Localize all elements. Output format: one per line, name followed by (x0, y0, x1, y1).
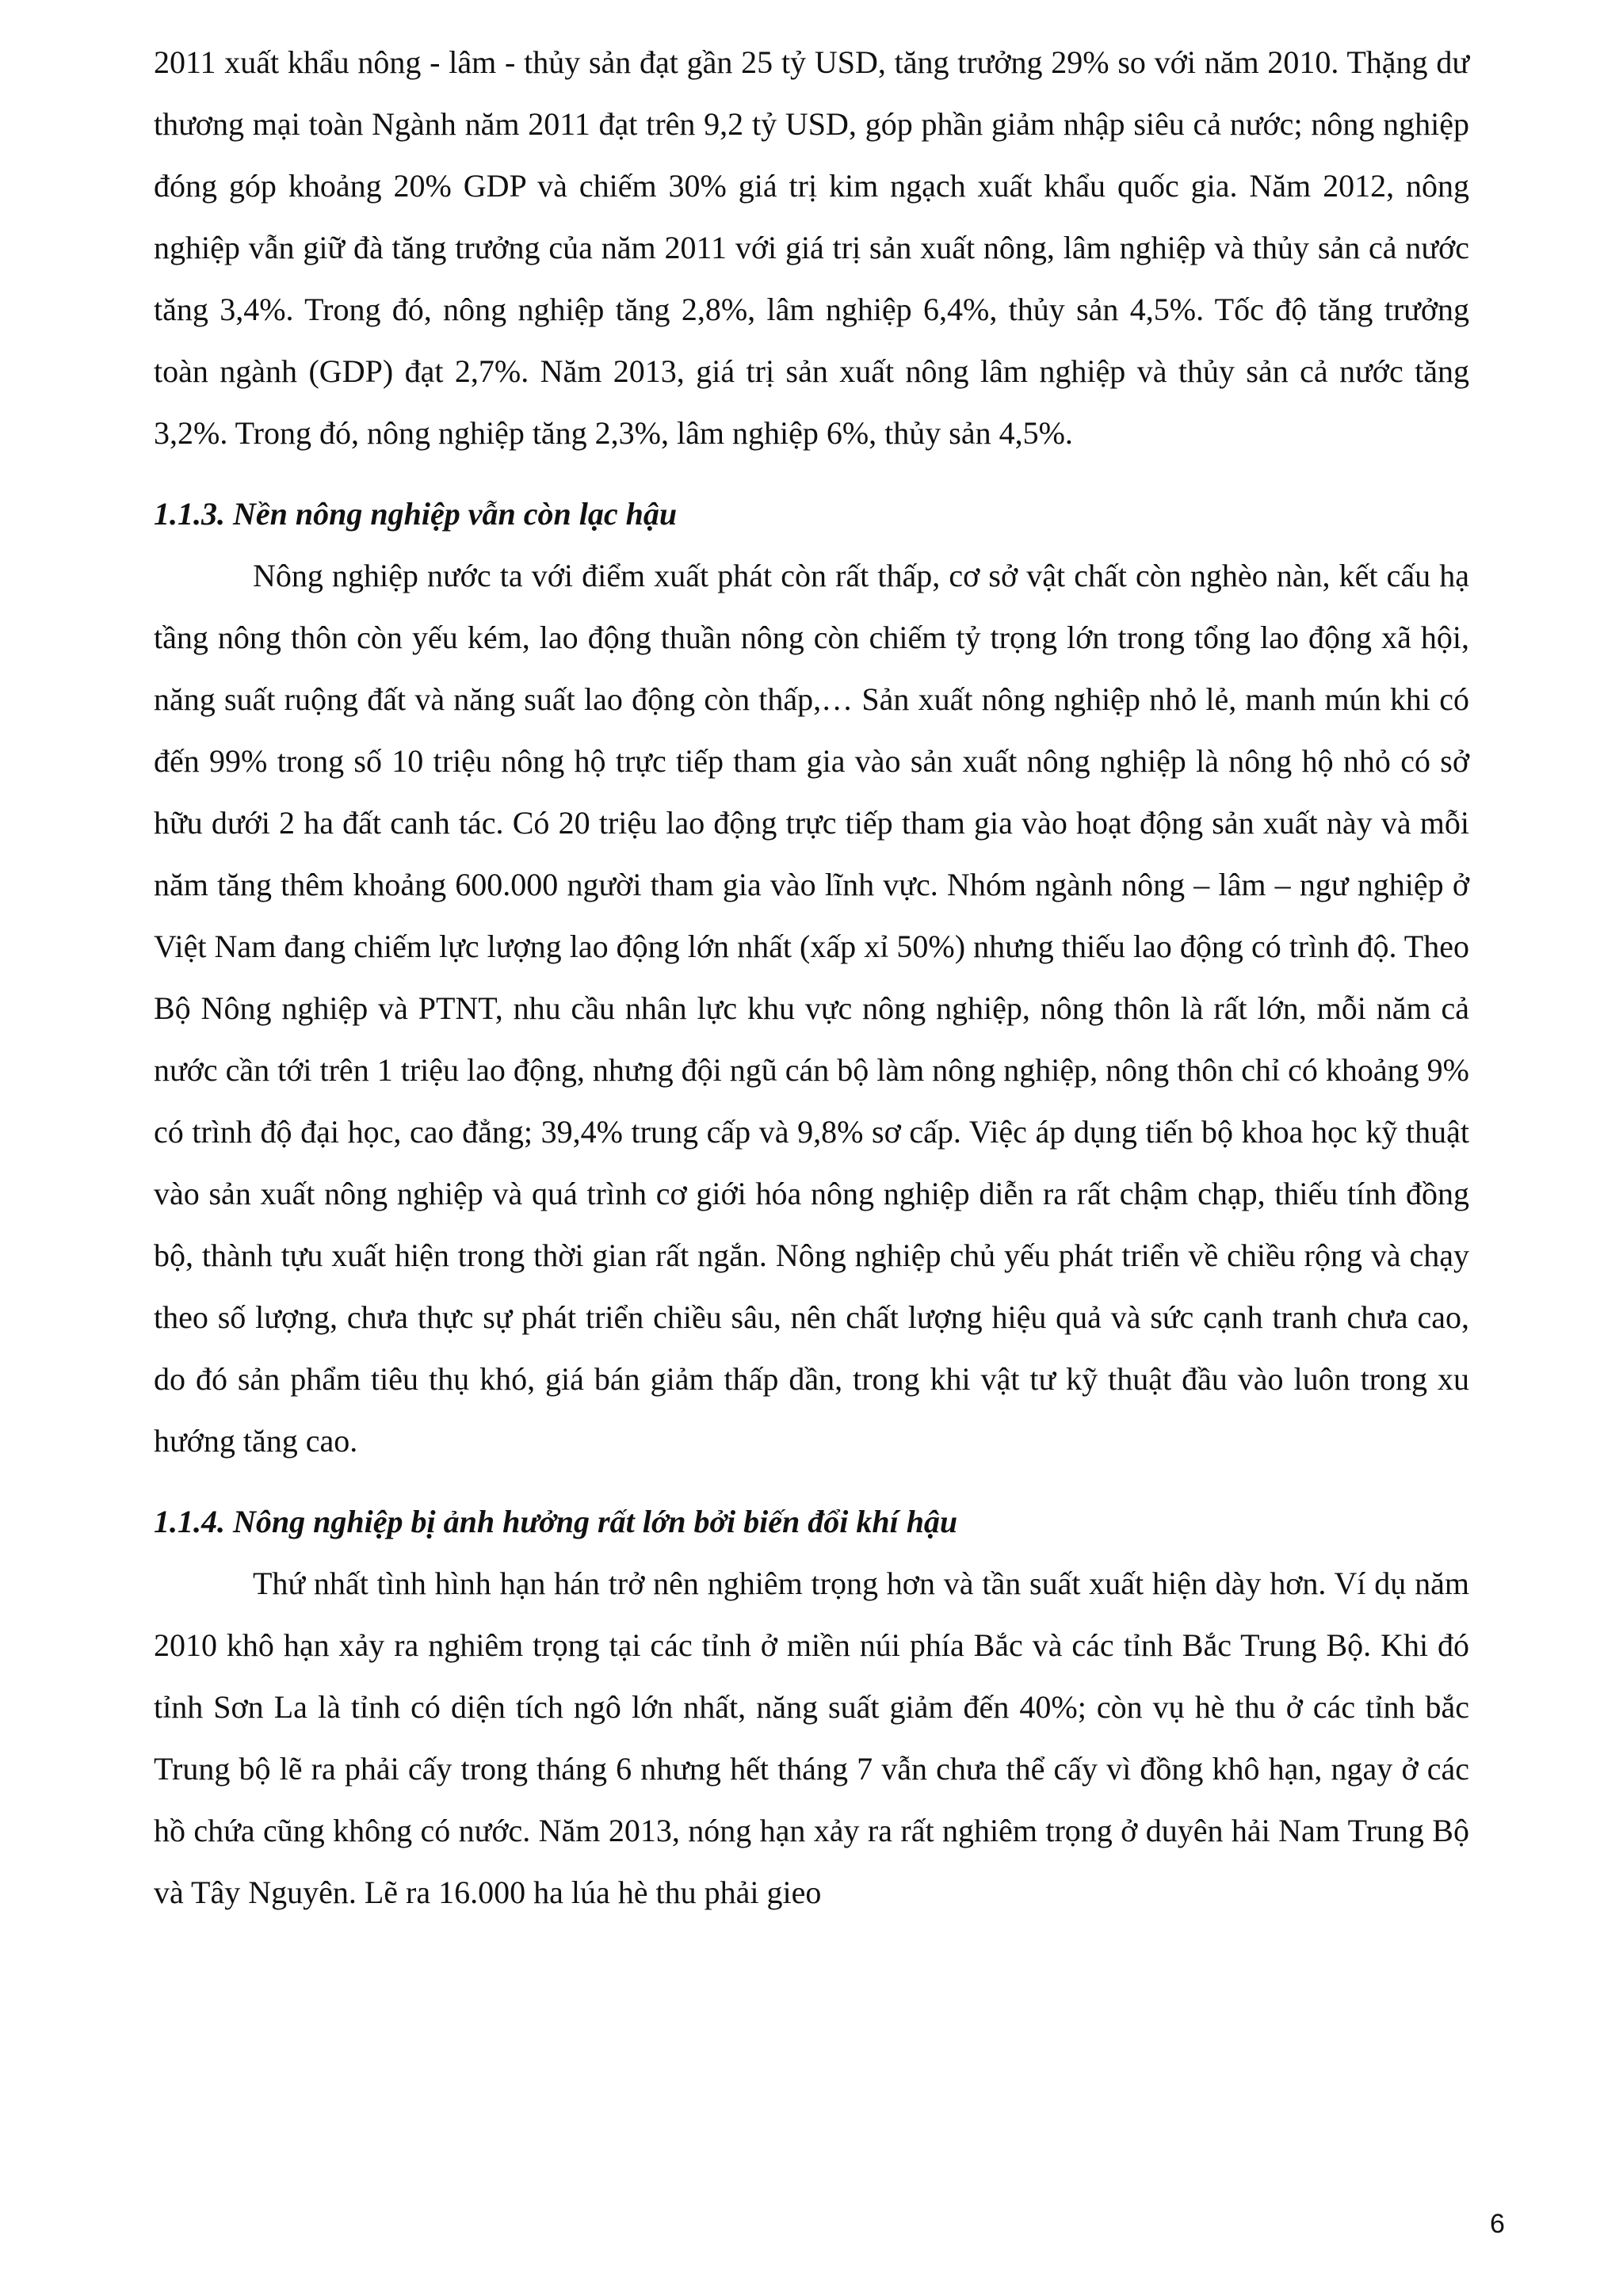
section-heading-1-1-3: 1.1.3. Nền nông nghiệp vẫn còn lạc hậu (154, 496, 678, 532)
section-body-1-1-3: Nông nghiệp nước ta với điểm xuất phát còn rất thấp, cơ sở vật chất còn nghèo nàn, kết cấu hạ tầng nông thôn còn yếu kém, lao động thuần nông còn chiếm tỷ trọng lớn trong tổng lao động xã hội, năng suất ruộng đất và năng suất lao động còn thấp,… Sản xuất nông nghiệp nhỏ lẻ, manh mún khi có đến 99% trong số 10 triệu nông hộ trực tiếp tham gia vào sản xuất nông nghiệp là nông hộ nhỏ có sở hữu dưới 2 ha đất canh tác. Có 20 triệu lao động trực tiếp tham gia vào hoạt động sản xuất này và mỗi năm tăng thêm khoảng 600.000 người tham gia vào lĩnh vực. Nhóm ngành nông – lâm – ngư nghiệp ở Việt Nam đang chiếm lực lượng lao động lớn nhất (xấp xỉ 50%) nhưng thiếu lao động có trình độ. Theo Bộ Nông nghiệp và PTNT, nhu cầu nhân lực khu vực nông nghiệp, nông thôn là rất lớn, mỗi năm cả nước cần tới trên 1 triệu lao động, nhưng đội ngũ cán bộ làm nông nghiệp, nông thôn chỉ có khoảng 9% có trình độ đại học, cao đẳng; 39,4% trung cấp và 9,8% sơ cấp. Việc áp dụng tiến bộ khoa học kỹ thuật vào sản xuất nông nghiệp và quá trình cơ giới hóa nông nghiệp diễn ra rất chậm chạp, thiếu tính đồng bộ, thành tựu xuất hiện trong thời gian rất ngắn. Nông nghiệp chủ yếu phát triển về chiều rộng và chạy theo số lượng, chưa thực sự phát triển chiều sâu, nên chất lượng hiệu quả và sức cạnh tranh chưa cao, do đó sản phẩm tiêu thụ khó, giá bán giảm thấp dần, trong khi vật tư kỹ thuật đầu vào luôn trong xu hướng tăng cao. (154, 558, 1469, 1459)
page-number: 6 (1490, 2209, 1505, 2239)
section-spacer (154, 464, 1469, 483)
intro-paragraph: 2011 xuất khẩu nông - lâm - thủy sản đạt gần 25 tỷ USD, tăng trưởng 29% so với năm 2010. Thặng dư thương mại toàn Ngành năm 2011 đạt trên 9,2 tỷ USD, góp phần giảm nhập siêu cả nước; nông nghiệp đóng góp khoảng 20% GDP và chiếm 30% giá trị kim ngạch xuất khẩu quốc gia. Năm 2012, nông nghiệp vẫn giữ đà tăng trưởng của năm 2011 với giá trị sản xuất nông, lâm nghiệp và thủy sản cả nước tăng 3,4%. Trong đó, nông nghiệp tăng 2,8%, lâm nghiệp 6,4%, thủy sản 4,5%. Tốc độ tăng trưởng toàn ngành (GDP) đạt 2,7%. Năm 2013, giá trị sản xuất nông lâm nghiệp và thủy sản cả nước tăng 3,2%. Trong đó, nông nghiệp tăng 2,3%, lâm nghiệp 6%, thủy sản 4,5%. (154, 44, 1469, 451)
page-content (154, 32, 1469, 1924)
section-heading-1-1-4: 1.1.4. Nông nghiệp bị ảnh hưởng rất lớn bởi biến đổi khí hậu (154, 1504, 958, 1539)
section-body-1-1-4: Thứ nhất tình hình hạn hán trở nên nghiêm trọng hơn và tần suất xuất hiện dày hơn. Ví dụ năm 2010 khô hạn xảy ra nghiêm trọng tại các tỉnh ở miền núi phía Bắc và các tỉnh Bắc Trung Bộ. Khi đó tỉnh Sơn La là tỉnh có diện tích ngô lớn nhất, năng suất giảm đến 40%; còn vụ hè thu ở các tỉnh bắc Trung bộ lẽ ra phải cấy trong tháng 6 nhưng hết tháng 7 vẫn chưa thể cấy vì đồng khô hạn, ngay ở các hồ chứa cũng không có nước. Năm 2013, nóng hạn xảy ra rất nghiêm trọng ở duyên hải Nam Trung Bộ và Tây Nguyên. Lẽ ra 16.000 ha lúa hè thu phải gieo (154, 1566, 1469, 1910)
section-spacer (154, 1472, 1469, 1491)
